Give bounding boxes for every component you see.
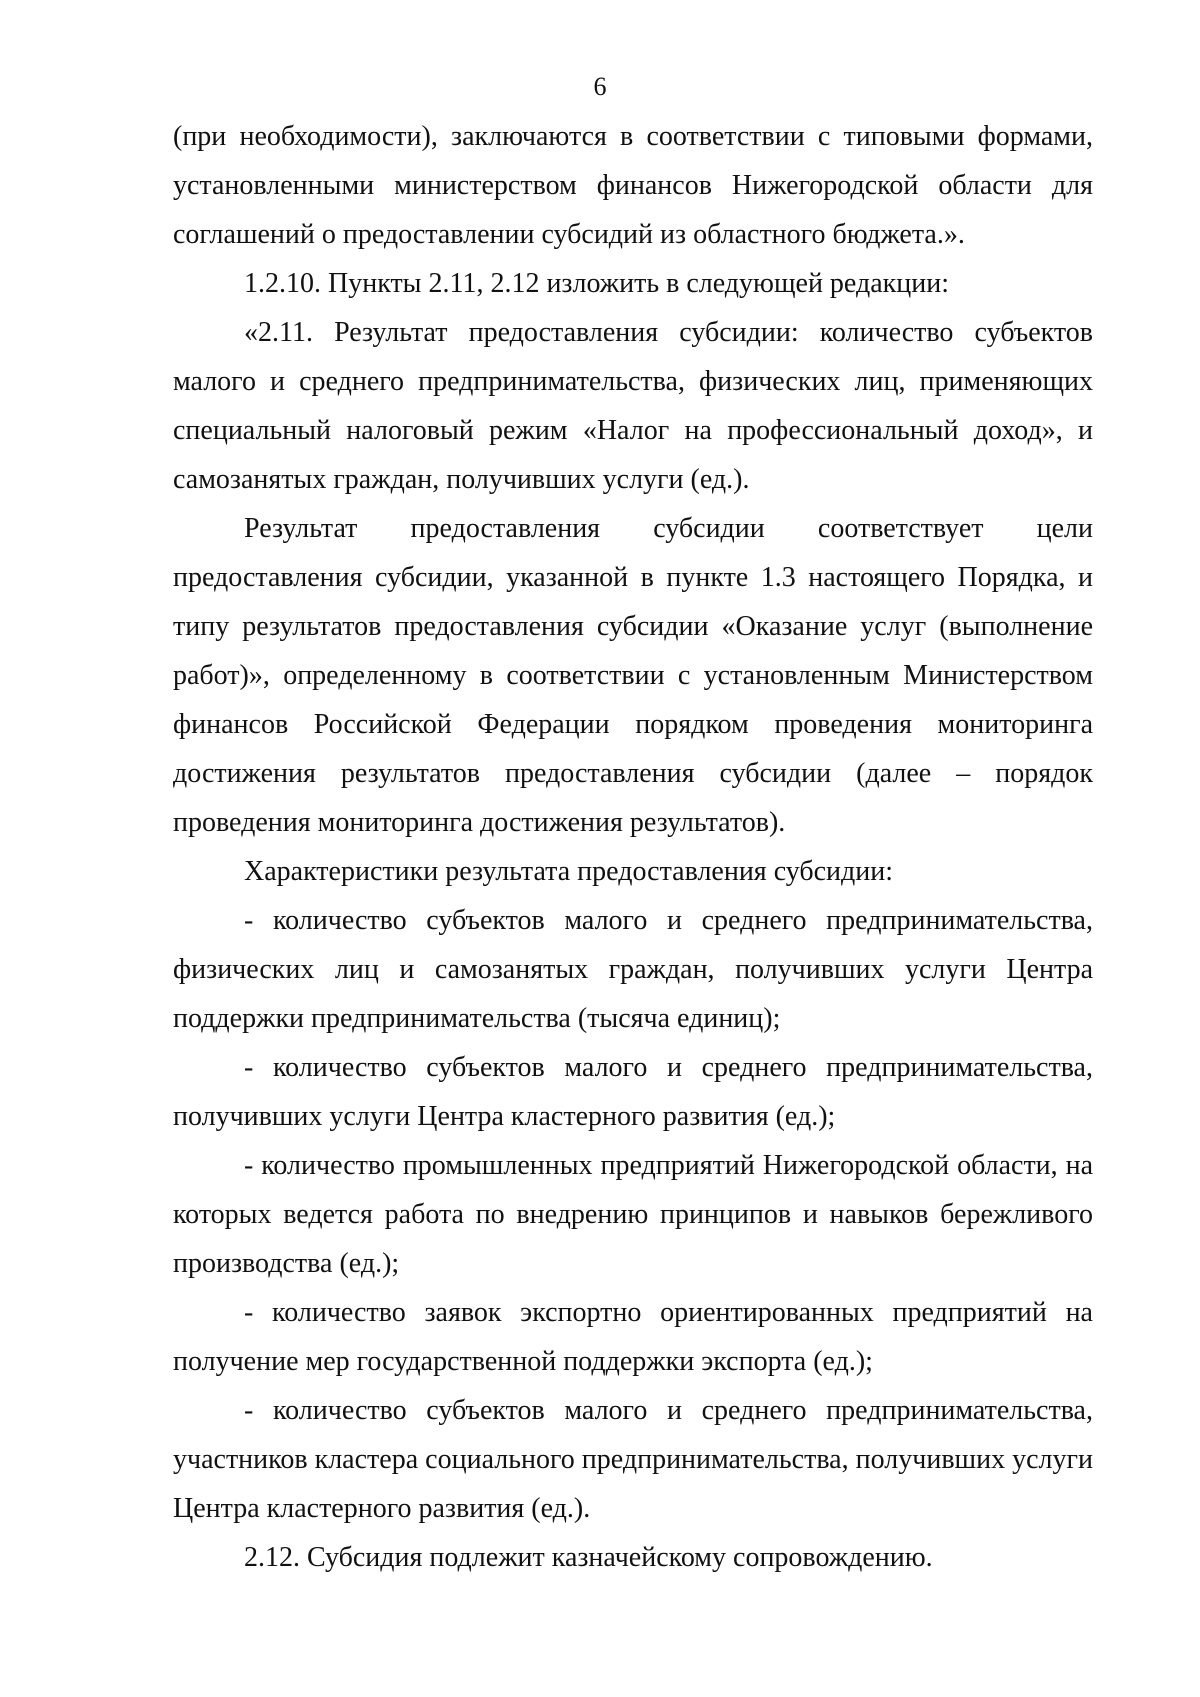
paragraph-continuation: (при необходимости), заключаются в соответствии с типовыми формами, установленными министерством финансов Нижегородской области для соглашений о предоставлении субсидий из областного бюджета.». <box>173 121 1093 250</box>
paragraph-clause-2-12: 2.12. Субсидия подлежит казначейскому сопровождению. <box>244 1542 933 1573</box>
paragraph-amendment-heading: 1.2.10. Пункты 2.11, 2.12 изложить в следующей редакции: <box>244 268 949 299</box>
paragraph-result-correspondence: Результат предоставления субсидии соответствует цели предоставления субсидии, указанной в пункте 1.3 настоящего Порядка, и типу результатов предоставления субсидии «Оказание услуг (выполнение работ)», определенному в соответствии с установленным Министерством финансов Российской Федерации порядком проведения мониторинга достижения результатов предоставления субсидии (далее – порядок проведения мониторинга достижения результатов). <box>173 513 1093 838</box>
paragraph-characteristics-heading: Характеристики результата предоставления субсидии: <box>244 856 894 887</box>
list-item-social-cluster: - количество субъектов малого и среднего предпринимательства, участников кластера социального предпринимательства, получивших услуги Центра кластерного развития (ед.). <box>173 1395 1093 1524</box>
list-item-export-applications: - количество заявок экспортно ориентированных предприятий на получение мер государственной поддержки экспорта (ед.); <box>173 1297 1093 1377</box>
list-item-cluster-center: - количество субъектов малого и среднего предпринимательства, получивших услуги Центра кластерного развития (ед.); <box>173 1052 1093 1132</box>
list-item-lean-production: - количество промышленных предприятий Нижегородской области, на которых ведется работа по внедрению принципов и навыков бережливого производства (ед.); <box>173 1150 1093 1279</box>
page-number: 6 <box>593 72 607 101</box>
paragraph-clause-2-11: «2.11. Результат предоставления субсидии: количество субъектов малого и среднего предпринимательства, физических лиц, применяющих специальный налоговый режим «Налог на профессиональный доход», и самозанятых граждан, получивших услуги (ед.). <box>173 317 1093 495</box>
list-item-support-center: - количество субъектов малого и среднего предпринимательства, физических лиц и самозанятых граждан, получивших услуги Центра поддержки предпринимательства (тысяча единиц); <box>173 905 1093 1034</box>
document-body <box>173 112 1093 1582</box>
